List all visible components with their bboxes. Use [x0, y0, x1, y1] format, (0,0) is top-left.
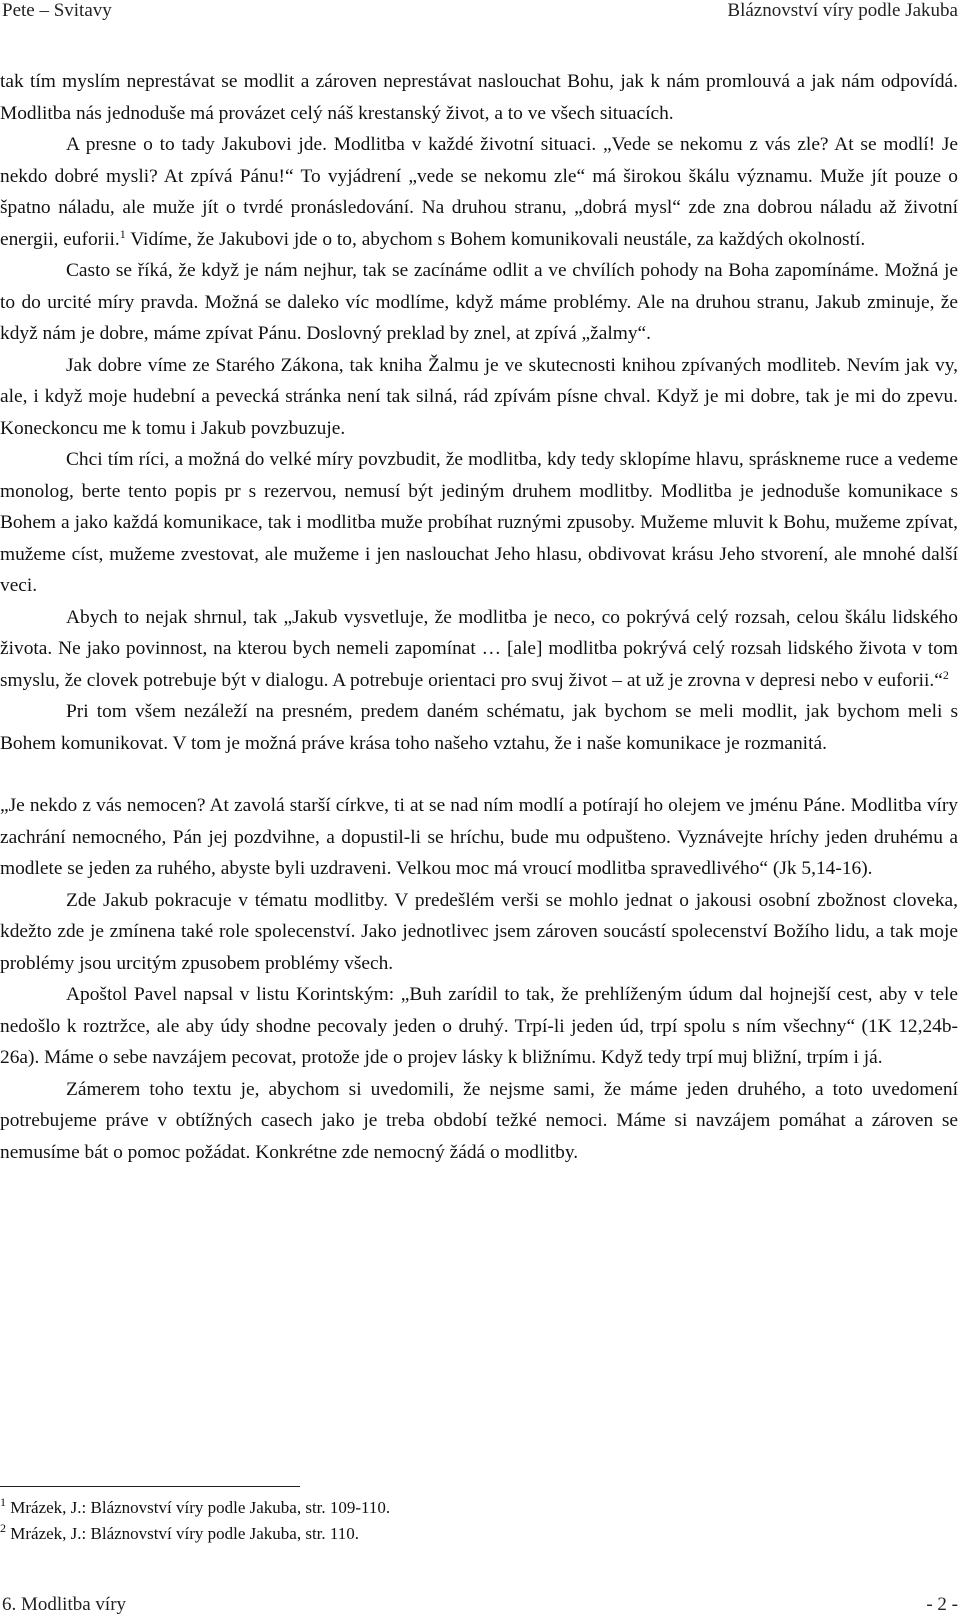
- footnote-ref-1[interactable]: 1: [119, 226, 126, 241]
- body-text: [0, 66, 958, 1168]
- footnote-ref-2[interactable]: 2: [942, 667, 949, 682]
- paragraph-9: Zde Jakub pokracuje v tématu modlitby. V predešlém verši se mohlo jednat o jakousi osobní zbožnost cloveka, kdežto zde je zmínena také role spolecenství. Jako jednotlivec jsem zároven soucástí spolecenství Božího lidu, a tak moje problémy jsou urcitým zpusobem problémy všech.: [0, 889, 958, 974]
- paragraph-1: tak tím myslím neprestávat se modlit a zároven neprestávat naslouchat Bohu, jak k nám promlouvá a jak nám odpovídá. Modlitba nás jednoduše má provázet celý náš krestanský život, a to ve všech situacích.: [0, 71, 958, 124]
- footer-chapter: 6. Modlitba víry: [2, 1594, 127, 1615]
- paragraph-10: Apoštol Pavel napsal v listu Korintským: „Buh zarídil to tak, že prehlíženým údum dal hojnejší cest, aby v tele nedošlo k roztržce, ale aby údy shodne pecovaly jeden o druhý. Trpí-li jeden úd, trpí spolu s ním všechny“ (1K 12,24b-26a). Máme o sebe navzájem pecovat, protože jde o projev lásky k bližnímu. Když tedy trpí muj bližní, trpím i já.: [0, 984, 958, 1068]
- header-author: Pete – Svitavy: [2, 0, 112, 21]
- footnote-2: $^2$ Mrázek, J.: Bláznovství víry podle Jakuba, str. 110.: [0, 1521, 360, 1543]
- bible-quote: „Je nekdo z vás nemocen? At zavolá starší církve, ti at se nad ním modlí a potírají ho olejem ve jménu Páne. Modlitba víry zachrání nemocného, Pán jej pozdvihne, a dopustil-li se hríchu, bude mu odpušteno. Vyznávejte hríchy jeden druhému a modlete se jeden za ruhého, abyste byli uzdraveni. Velkou moc má vroucí modlitba spravedlivého“ (Jk 5,14-16).: [0, 795, 958, 879]
- page-header: [0, 0, 960, 24]
- paragraph-4: Jak dobre víme ze Starého Zákona, tak kniha Žalmu je ve skutecnosti knihou zpívaných modliteb. Nevím jak vy, ale, i když moje hudební a pevecká stránka není tak silná, rád zpívám písne chval. Když je mi dobre, tak je mi do zpevu. Koneckoncu me k tomu i Jakub povzbuzuje.: [0, 354, 958, 439]
- paragraph-2: A presne o to tady Jakubovi jde. Modlitba v každé životní situaci. „Vede se nekomu z vás zle? At se modlí! Je nekdo dobré mysli? At zpívá Pánu!“ To vyjádrení „vede se nekomu zle“ má širokou škálu významu. Muže jít pouze o špatno náladu, ale muže jít o tvrdé pronásledování. Na druhou stranu, „dobrá mysl“ zde zna dobrou náladu až životní energii, euforii.$^1$ Vidíme, že Jakubovi jde o to, abychom s Bohem komunikovali neustále, za každých okolností.: [0, 134, 958, 250]
- footnote-1: $^1$ Mrázek, J.: Bláznovství víry podle Jakuba, str. 109-110.: [0, 1495, 391, 1517]
- page-footer: [0, 1594, 960, 1620]
- page-number: - 2 -: [926, 1594, 958, 1615]
- paragraph-7: Pri tom všem nezáleží na presném, predem daném schématu, jak bychom se meli modlit, jak bychom meli s Bohem komunikovat. V tom je možná práve krása toho našeho vztahu, že i naše komunikace je rozmanitá.: [0, 701, 958, 754]
- header-title: Bláznovství víry podle Jakuba: [727, 0, 958, 21]
- footnotes: [0, 1495, 960, 1547]
- paragraph-6: Abych to nejak shrnul, tak „Jakub vysvetluje, že modlitba je neco, co pokrývá celý rozsah, celou škálu lidského života. Ne jako povinnost, na kterou bych nemeli zapomínat … [ale] modlitba pokrývá celý rozsah lidského života v tom smyslu, že clovek potrebuje být v dialogu. A potrebuje orientaci pro svuj život – at už je zrovna v depresi nebo v euforii.“$^2$: [0, 606, 958, 691]
- footnote-divider: [0, 1486, 300, 1487]
- paragraph-11: Zámerem toho textu je, abychom si uvedomili, že nejsme sami, že máme jeden druhého, a toto uvedomení potrebujeme práve v obtížných casech jako je treba období težké nemoci. Máme si navzájem pomáhat a zároven se nemusíme bát o pomoc požádat. Konkrétne zde nemocný žádá o modlitby.: [0, 1078, 958, 1163]
- paragraph-3: Casto se říká, že když je nám nejhur, tak se zacínáme odlit a ve chvílích pohody na Boha zapomínáme. Možná je to do urcité míry pravda. Možná se daleko víc modlíme, když máme problémy. Ale na druhou stranu, Jakub zminuje, že když nám je dobre, máme zpívat Pánu. Doslovný preklad by znel, at zpívá „žalmy“.: [0, 260, 958, 344]
- paragraph-5: Chci tím ríci, a možná do velké míry povzbudit, že modlitba, kdy tedy sklopíme hlavu, spráskneme ruce a vedeme monolog, berte tento popis pr s rezervou, nemusí být jediným druhem modlitby. Modlitba je jednoduše komunikace s Bohem a jako každá komunikace, tak i modlitba muže probíhat ruznými zpusoby. Mužeme mluvit k Bohu, mužeme zpívat, mužeme císt, mužeme zvestovat, ale mužeme i jen naslouchat Jeho hlasu, obdivovat krásu Jeho stvorení, ale mnohé další veci.: [0, 449, 958, 596]
